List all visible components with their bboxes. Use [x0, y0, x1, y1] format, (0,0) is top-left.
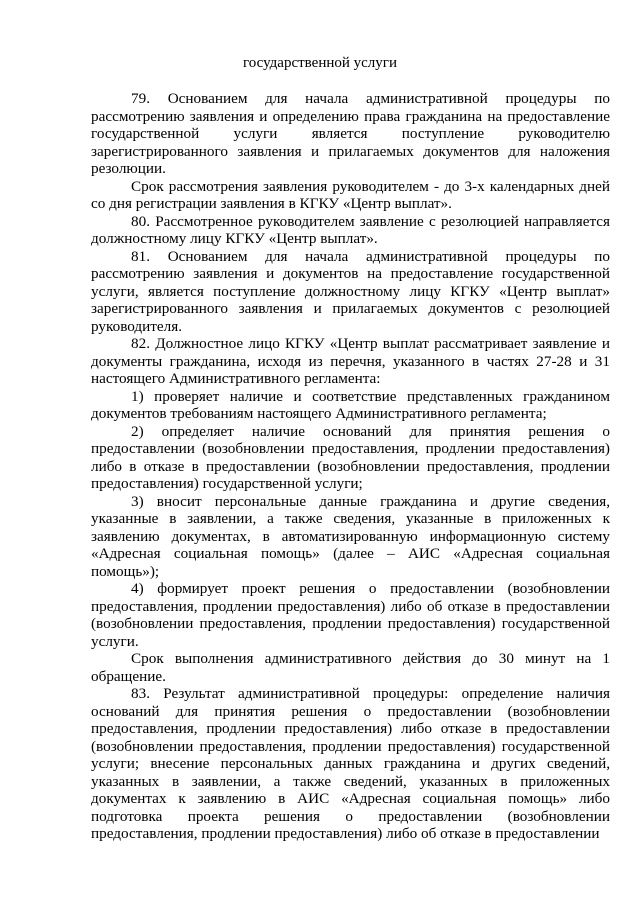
- paragraph-82-item-2: 2) определяет наличие оснований для принятия решения о предоставлении (возобновлении предоставления, продлении предоставления) либо в отказе в предоставлении (возобновлении предоставления, продлении предоставления) государственной услуги;: [91, 422, 610, 492]
- paragraph-82: 82. Должностное лицо КГКУ «Центр выплат рассматривает заявление и документы гражданина, исходя из перечня, указанного в частях 27-28 и 31 настоящего Административного регламента:: [91, 335, 610, 387]
- paragraph-action-term: Срок выполнения административного действия до 30 минут на 1 обращение.: [91, 650, 610, 685]
- paragraph-82-item-1: 1) проверяет наличие и соответствие представленных гражданином документов требованиям настоящего Административного регламента;: [91, 387, 610, 422]
- page-header: государственной услуги: [243, 55, 397, 71]
- paragraph-80: 80. Рассмотренное руководителем заявление с резолюцией направляется должностному лицу КГКУ «Центр выплат».: [91, 212, 610, 247]
- paragraph-82-item-4: 4) формирует проект решения о предоставлении (возобновлении предоставления, продлении предоставления) либо об отказе в предоставлении (возобновлении предоставления, продлении предоставления) государственной услуги.: [91, 580, 610, 650]
- paragraph-83: 83. Результат административной процедуры: определение наличия оснований для принятия решения о предоставлении (возобновлении предоставления, продлении предоставления) либо отказе в предоставлении (возобновлении предоставления, продлении предоставления) государственной услуги; внесение персональных данных гражданина и других сведений, указанных в заявлении, а также сведений, указанных в приложенных документах к заявлению в АИС «Адресная социальная помощь» либо подготовка проекта решения о предоставлении (возобновлении предоставления, продлении предоставления) либо об отказе в предоставлении: [91, 685, 610, 842]
- paragraph-79: 79. Основанием для начала административной процедуры по рассмотрению заявления и определению права гражданина на предоставление государственной услуги является поступление руководителю зарегистрированного заявления и прилагаемых документов для наложения резолюции.: [91, 90, 610, 177]
- paragraph-82-item-3: 3) вносит персональные данные гражданина и другие сведения, указанные в заявлении, а также сведения, указанные в приложенных к заявлению документах, в автоматизированную информационную систему «Адресная социальная помощь» (далее – АИС «Адресная социальная помощь»);: [91, 492, 610, 580]
- paragraph-81: 81. Основанием для начала административной процедуры по рассмотрению заявления и документов на предоставление государственной услуги, является поступление должностному лицу КГКУ «Центр выплат» зарегистрированного заявления и прилагаемых документов с резолюцией руководителя.: [91, 247, 610, 335]
- paragraph-review-term: Срок рассмотрения заявления руководителем - до 3-х календарных дней со дня регистрации заявления в КГКУ «Центр выплат».: [91, 177, 610, 212]
- document-body: [91, 90, 610, 843]
